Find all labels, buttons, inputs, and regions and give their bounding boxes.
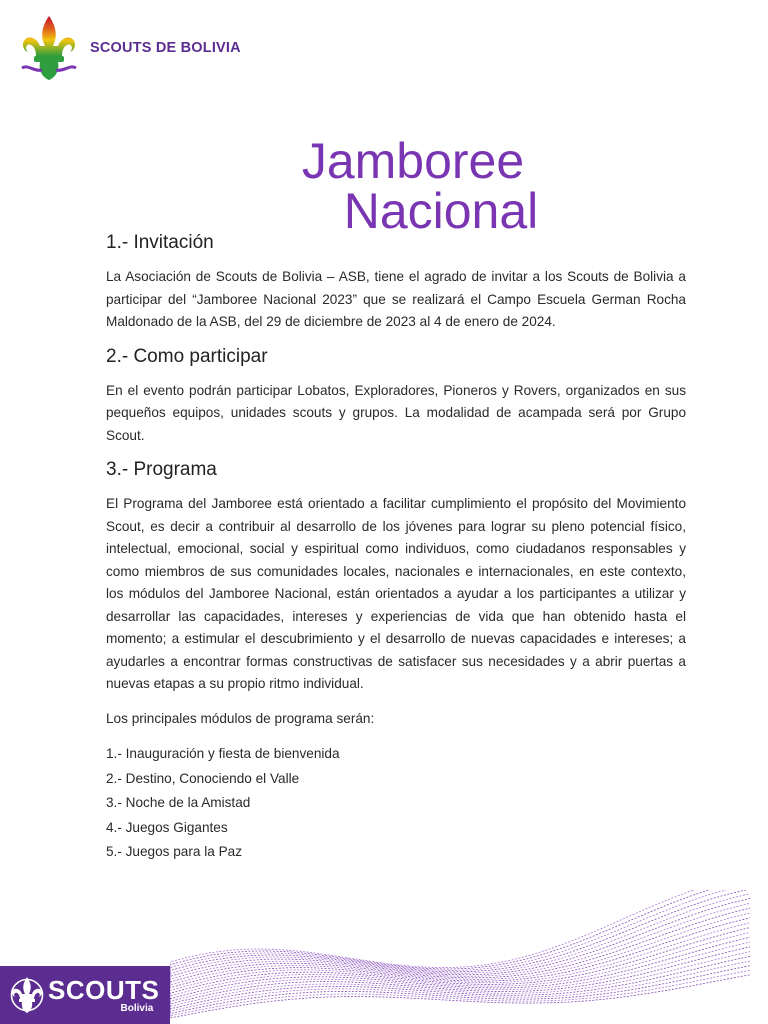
section-programa [106,459,686,865]
footer-brand-big: SCOUTS [48,974,160,1005]
footer-logo [0,966,170,1024]
brand-name: SCOUTS DE BOLIVIA [90,40,241,56]
wave-line [170,932,750,996]
wave-line [170,975,750,1018]
section-heading: 2.- Como participar [106,345,268,367]
list-item: 2.- Destino, Conociendo el Valle [106,770,300,786]
section-paragraph: En el evento podrán participar Lobatos, Exploradores, Pioneros y Rovers, organizados en sus pequeños equipos, unidades scouts y grupos. La modalidad de acampada será por Grupo Scout. [106,382,686,443]
wave-line [170,890,750,974]
page-title [0,132,768,239]
section-como-participar [106,346,686,448]
wave-line [170,890,750,976]
fleur-de-lis-icon [18,12,80,84]
list-item: 1.- Inauguración y fiesta de bienvenida [106,746,340,761]
section-heading: 3.- Programa [106,459,217,480]
list-item: 5.- Juegos para la Paz [106,844,243,859]
wave-line [170,961,750,1011]
wave-line [170,908,750,986]
title-line-2: Nacional [343,182,539,239]
wave-line [170,894,750,981]
section-paragraph: Los principales módulos de programa serán: [106,710,375,726]
wave-line [170,947,750,1004]
section-paragraph: El Programa del Jamboree está orientado a facilitar cumplimiento el propósito del Movimiento Scout, es decir a contribuir al desarrollo de los jóvenes para lograr su pleno potencial físico, intelectual, emocional, social y espiritual como individuos, como ciudadanos responsables y como miembros de sus comunidades locales, nacionales e internacionales, en este contexto, los módulos del Jamboree Nacional, están orientados a ayudar a los participantes a utilizar y desarrollar las capacidades, intereses y experiencias de vida que han obtenido hasta el momento; a estimular el descubrimiento y el desarrollo de nuevas capacidades e intereses; a ayudarles a encontrar formas constructivas de satisfacer sus necesidades y a abrir puertas a nuevas etapas a su propio ritmo individual. [106,496,686,691]
section-invitacion [106,232,686,334]
section-paragraph: La Asociación de Scouts de Bolivia – ASB, tiene el agrado de invitar a los Scouts de Bolivia a participar del “Jamboree Nacional 2023” que se realizará el Campo Escuela German Rocha Maldonado de la ASB, del 29 de diciembre de 2023 al 4 de enero de 2024. [106,269,686,329]
list-item: 3.- Noche de la Amistad [106,795,251,810]
title-line-1: Jamboree [301,132,525,189]
footer-brand-small: Bolivia [120,1002,154,1014]
header-logo [18,10,258,86]
section-heading: 1.- Invitación [106,232,214,253]
decorative-waves [170,890,768,1024]
list-item: 4.- Juegos Gigantes [106,819,228,835]
program-modules-list [106,742,686,865]
document-body [106,232,686,865]
fleur-de-lis-icon [10,975,44,1015]
footer-brand [48,974,160,1014]
